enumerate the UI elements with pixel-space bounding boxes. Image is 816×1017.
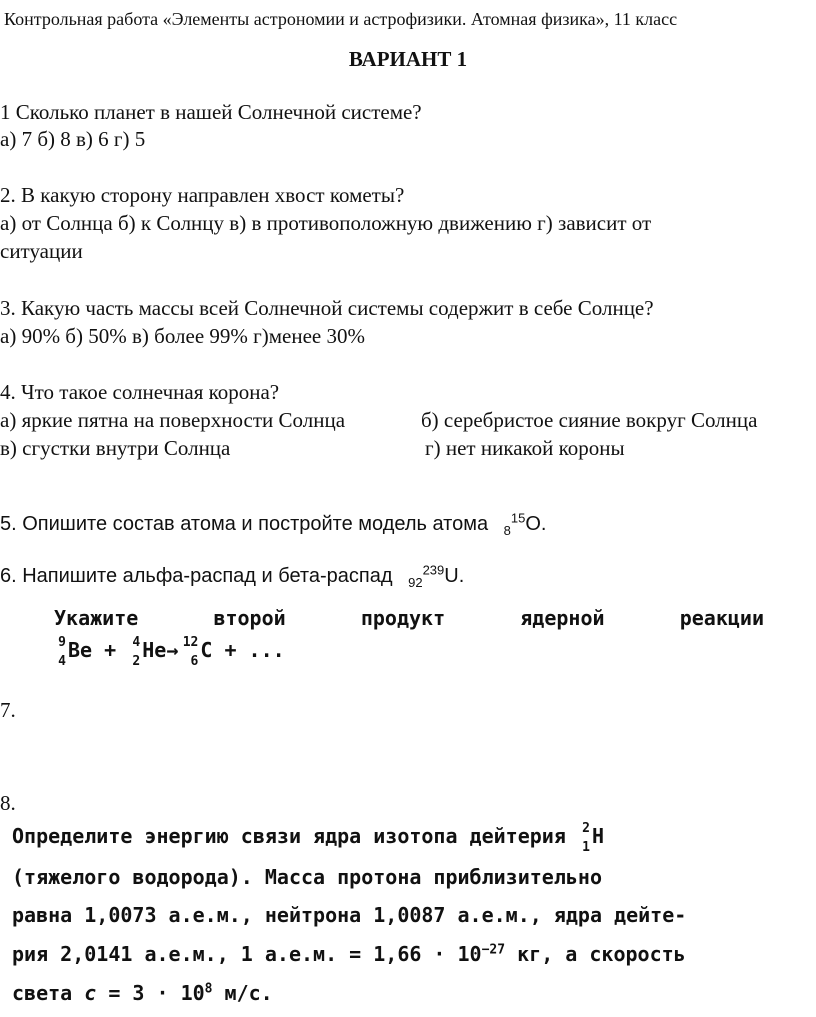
q6-mass-number: 239 [422,562,445,578]
element-symbol: C [200,638,213,662]
atomic-number: 1 [582,839,590,855]
question-7-number: 7. [0,698,16,722]
nuclide-beryllium [54,636,68,668]
question-1: 1 Сколько планет в нашей Солнечной системе? [0,100,422,124]
q8-exponent: 8 [204,981,213,997]
q7-word: второй [213,606,286,630]
question-3: 3. Какую часть массы всей Солнечной системы содержит в себе Солнце? [0,296,654,320]
q6-end: . [458,565,465,587]
question-1-answers: а) 7 б) 8 в) 6 г) 5 [0,127,146,151]
question-7-reaction [54,634,285,668]
question-6 [0,564,464,588]
element-symbol: Be [68,638,93,662]
q7-word: реакции [679,606,764,630]
question-4-answer-c: в) сгустки внутри Солнца [0,436,231,460]
reaction-tail: + ... [224,638,285,662]
q5-end: . [540,513,547,535]
q5-element: O [525,513,541,535]
question-2: 2. В какую сторону направлен хвост кометы? [0,183,405,207]
q8-text: кг, а скорость [505,942,686,966]
atomic-number: 2 [132,653,141,669]
question-6-text: 6. Напишите альфа-распад и бета-распад [0,565,393,587]
q8-text: м/с. [212,981,273,1005]
question-5 [0,512,546,536]
arrow-icon: → [166,638,179,662]
question-4-answer-d: г) нет никакой короны [425,436,625,460]
question-8-line-5 [12,981,273,1005]
q7-word: ядерной [520,606,605,630]
mass-number: 9 [58,634,66,650]
q6-atomic-number: 92 [408,575,423,590]
q7-word: продукт [360,606,446,630]
document-header: Контрольная работа «Элементы астрономии и астрофизики. Атомная физика», 11 класс [4,9,678,29]
variant-title: ВАРИАНТ 1 [348,47,468,71]
q8-symbol: c [84,981,97,1005]
mass-number: 4 [132,634,141,650]
question-8-line-3: равна 1,0073 а.е.м., нейтрона 1,0087 а.е.м., ядра дейте- [12,903,687,927]
atomic-number: 6 [190,653,199,669]
question-7-prompt [54,606,764,630]
question-4-answer-a: а) яркие пятна на поверхности Солнца [0,408,346,432]
q6-element: U [444,565,459,587]
question-8-number: 8. [0,791,16,815]
atomic-number: 4 [58,653,66,669]
q7-word: Укажите [54,606,139,630]
nuclide-deuterium [578,822,592,854]
q8-text: света [12,981,85,1005]
question-2-answers-cont: ситуации [0,239,83,263]
question-8-line-1 [12,820,604,854]
mass-number: 2 [582,820,590,836]
question-8-line-2: (тяжелого водорода). Масса протона приблизительно [12,865,603,889]
question-4-answer-b: б) серебристое сияние вокруг Солнца [421,408,758,432]
element-symbol: H [591,824,604,848]
question-4: 4. Что такое солнечная корона? [0,380,280,404]
q5-mass-number: 15 [510,510,526,526]
element-symbol: He [142,638,167,662]
question-3-answers: а) 90% б) 50% в) более 99% г)менее 30% [0,324,365,348]
mass-number: 12 [182,634,199,650]
question-2-answers: а) от Солнца б) к Солнцу в) в противоположную движению г) зависит от [0,211,652,235]
plus-sign: + [104,638,117,662]
question-8-line-4 [12,942,686,966]
q8-text: = 3 · 10 [96,981,205,1005]
nuclide-helium [128,636,142,668]
q8-text: Определите энергию связи ядра изотопа дейтерия [12,824,566,848]
q8-text: рия 2,0141 а.е.м., 1 а.е.м. = 1,66 · 10 [12,942,482,966]
nuclide-carbon [178,636,200,668]
q5-atomic-number: 8 [503,523,511,538]
question-5-text: 5. Опишите состав атома и постройте модель атома [0,513,489,535]
q8-exponent: −27 [481,942,506,958]
